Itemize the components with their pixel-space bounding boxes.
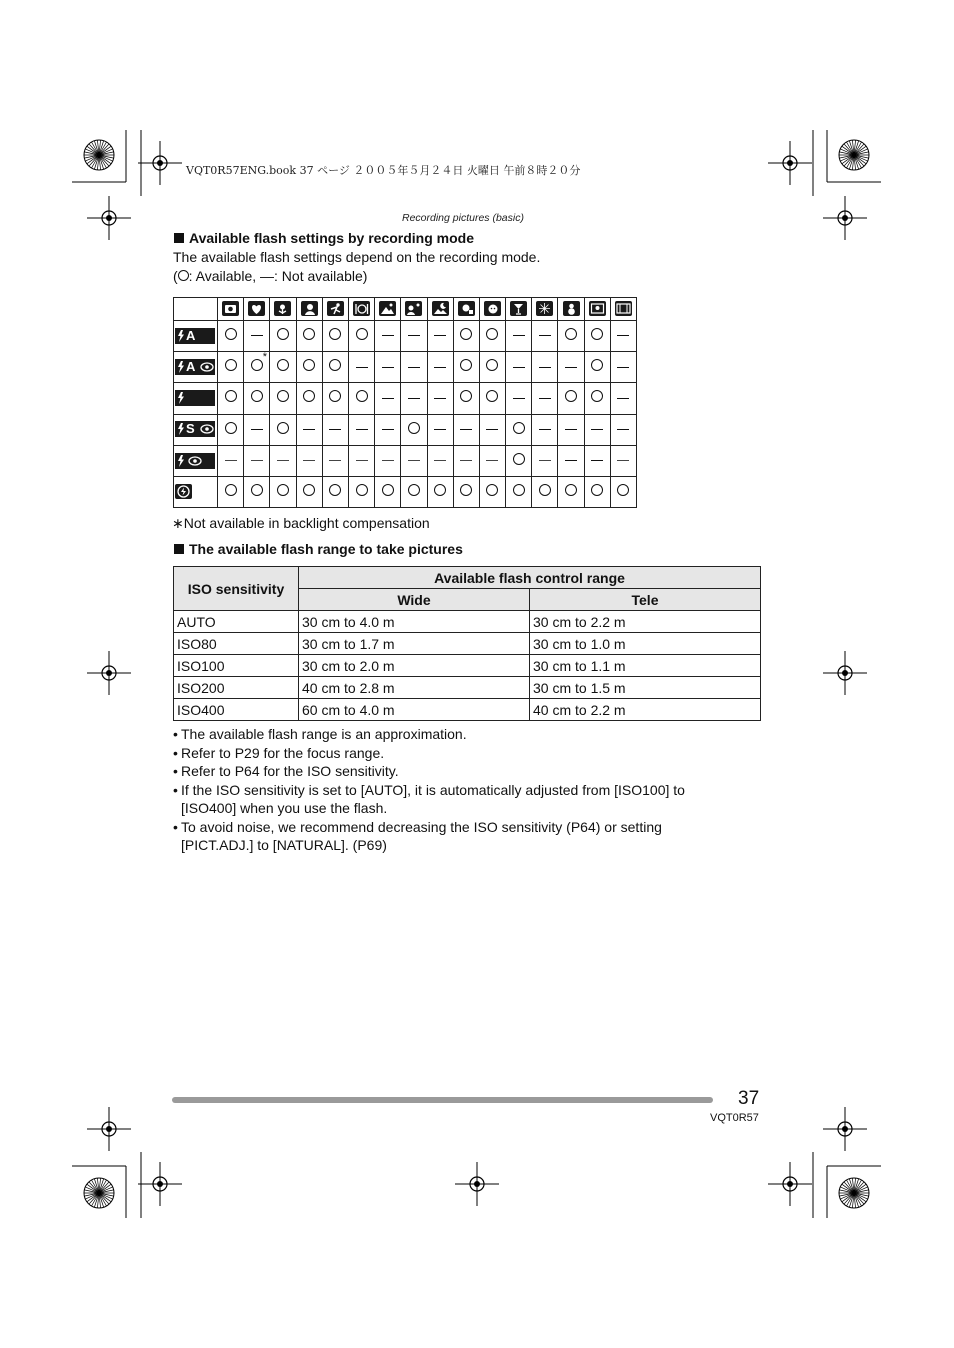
square-bullet-icon bbox=[174, 233, 184, 243]
available-circle-icon bbox=[329, 359, 341, 371]
flash-row-auto bbox=[174, 321, 637, 352]
flash-slow-sync-red-eye-icon bbox=[175, 421, 215, 437]
not-available-dash-icon bbox=[434, 398, 446, 399]
flash-availability-cell bbox=[479, 321, 505, 352]
not-available-dash-icon bbox=[539, 429, 551, 430]
mode-header-cell bbox=[375, 298, 401, 321]
available-circle-icon bbox=[513, 453, 525, 465]
snow-mode-icon bbox=[563, 301, 580, 316]
available-circle-icon bbox=[277, 328, 289, 340]
iso-row bbox=[174, 655, 761, 677]
flash-availability-cell bbox=[270, 445, 296, 476]
available-circle-icon bbox=[356, 390, 368, 402]
flash-availability-cell bbox=[348, 414, 374, 445]
not-available-dash-icon bbox=[591, 460, 603, 461]
flash-availability-cell bbox=[322, 476, 348, 507]
flash-auto-icon bbox=[175, 328, 215, 344]
note-item: • Refer to P64 for the ISO sensitivity. bbox=[173, 762, 733, 781]
flash-availability-cell bbox=[375, 414, 401, 445]
flash-availability-cell bbox=[479, 414, 505, 445]
flash-availability-cell bbox=[558, 414, 584, 445]
flash-availability-cell bbox=[453, 414, 479, 445]
not-available-dash-icon bbox=[591, 429, 603, 430]
flash-availability-cell bbox=[427, 445, 453, 476]
flash-availability-cell bbox=[296, 445, 322, 476]
available-circle-icon bbox=[251, 484, 263, 496]
available-circle-icon bbox=[565, 390, 577, 402]
flash-availability-cell bbox=[296, 383, 322, 414]
note-item: • If the ISO sensitivity is set to [AUTO], it is automatically adjusted from [ISO100] to [ISO400] when you use the flash. bbox=[173, 781, 733, 818]
flash-availability-cell bbox=[610, 476, 636, 507]
legend-dash: — bbox=[260, 267, 275, 284]
not-available-dash-icon bbox=[408, 398, 420, 399]
iso-cell-tele: 30 cm to 1.1 m bbox=[530, 655, 761, 677]
flash-availability-cell bbox=[348, 383, 374, 414]
flash-availability-cell bbox=[453, 352, 479, 383]
flash-availability-cell bbox=[558, 321, 584, 352]
iso-cell-tele: 30 cm to 1.5 m bbox=[530, 677, 761, 699]
available-circle-icon bbox=[460, 359, 472, 371]
flash-availability-cell bbox=[401, 383, 427, 414]
flash-row-forced-off bbox=[174, 476, 637, 507]
iso-cell-iso: ISO100 bbox=[174, 655, 299, 677]
available-circle-icon bbox=[303, 390, 315, 402]
legend-available: : Available, bbox=[188, 267, 261, 284]
flash-availability-cell bbox=[506, 321, 532, 352]
camera-mode-icon bbox=[222, 301, 239, 316]
not-available-dash-icon bbox=[565, 367, 577, 368]
self-portrait-mode-icon bbox=[458, 301, 475, 316]
not-available-dash-icon bbox=[617, 367, 629, 368]
note-item: • The available flash range is an approximation. bbox=[173, 725, 733, 744]
not-available-dash-icon bbox=[303, 429, 315, 430]
available-circle-icon bbox=[565, 328, 577, 340]
notes-list bbox=[173, 725, 733, 855]
mode-header-cell bbox=[401, 298, 427, 321]
available-circle-icon bbox=[434, 484, 446, 496]
flash-availability-cell bbox=[375, 476, 401, 507]
section-intro bbox=[173, 248, 540, 285]
available-circle-icon bbox=[329, 484, 341, 496]
legend-not-available: : Not available) bbox=[274, 267, 368, 284]
flash-row-slow-sync-red-eye bbox=[174, 414, 637, 445]
available-circle-icon bbox=[251, 390, 263, 402]
section-title-text: The available flash range to take pictures bbox=[189, 541, 463, 557]
flash-mode-letter: A bbox=[186, 327, 196, 343]
mode-header-cell bbox=[270, 298, 296, 321]
not-available-dash-icon bbox=[356, 460, 368, 461]
available-circle-icon bbox=[408, 422, 420, 434]
mode-header-cell bbox=[218, 298, 244, 321]
mode-header-cell bbox=[453, 298, 479, 321]
flash-availability-cell bbox=[506, 414, 532, 445]
available-circle-icon bbox=[225, 359, 237, 371]
header-wide: Wide bbox=[299, 589, 530, 611]
note-item: • To avoid noise, we recommend decreasing the ISO sensitivity (P64) or setting [PICT.ADJ.] to [NATURAL]. (P69) bbox=[173, 818, 733, 855]
flash-forced-on-icon bbox=[175, 390, 215, 406]
iso-cell-wide: 60 cm to 4.0 m bbox=[299, 699, 530, 721]
flash-availability-cell bbox=[375, 321, 401, 352]
flash-mode-cell bbox=[174, 445, 218, 476]
not-available-dash-icon bbox=[251, 460, 263, 461]
available-circle-icon bbox=[591, 390, 603, 402]
flash-availability-cell bbox=[244, 321, 270, 352]
legend-paren: ( bbox=[173, 267, 178, 284]
available-circle-icon bbox=[513, 422, 525, 434]
night-scenery-mode-icon bbox=[432, 301, 449, 316]
flash-availability-cell bbox=[532, 352, 558, 383]
flash-availability-cell bbox=[296, 414, 322, 445]
available-circle-icon bbox=[539, 484, 551, 496]
flash-row-forced-on-red-eye bbox=[174, 445, 637, 476]
not-available-dash-icon bbox=[434, 429, 446, 430]
not-available-dash-icon bbox=[303, 460, 315, 461]
fireworks-mode-icon bbox=[536, 301, 553, 316]
flash-availability-cell bbox=[375, 383, 401, 414]
flash-mode-letter: S bbox=[186, 421, 195, 437]
not-available-dash-icon bbox=[382, 398, 394, 399]
available-circle-icon bbox=[408, 484, 420, 496]
not-available-dash-icon bbox=[539, 335, 551, 336]
baby-mode-icon bbox=[484, 301, 501, 316]
not-available-dash-icon bbox=[225, 460, 237, 461]
flash-availability-cell bbox=[348, 476, 374, 507]
flash-availability-cell bbox=[296, 352, 322, 383]
flash-availability-cell bbox=[610, 414, 636, 445]
mode-header-cell bbox=[322, 298, 348, 321]
motion-picture-mode-icon bbox=[615, 301, 632, 316]
available-circle-icon bbox=[329, 328, 341, 340]
available-circle-icon bbox=[460, 484, 472, 496]
flash-availability-cell bbox=[348, 321, 374, 352]
available-circle-icon bbox=[303, 484, 315, 496]
flash-availability-cell bbox=[584, 352, 610, 383]
mode-header-cell bbox=[479, 298, 505, 321]
flash-availability-cell bbox=[401, 352, 427, 383]
flash-availability-cell bbox=[584, 476, 610, 507]
not-available-dash-icon bbox=[277, 460, 289, 461]
iso-row bbox=[174, 611, 761, 633]
iso-cell-iso: ISO400 bbox=[174, 699, 299, 721]
not-available-dash-icon bbox=[408, 460, 420, 461]
flash-mode-table bbox=[173, 297, 637, 508]
flash-availability-cell bbox=[506, 383, 532, 414]
not-available-dash-icon bbox=[382, 460, 394, 461]
flash-availability-cell bbox=[427, 321, 453, 352]
not-available-dash-icon bbox=[539, 398, 551, 399]
flash-forced-on-red-eye-icon bbox=[175, 453, 215, 469]
flash-availability-cell bbox=[453, 383, 479, 414]
section-title-text: Available flash settings by recording mode bbox=[189, 230, 474, 246]
iso-cell-wide: 40 cm to 2.8 m bbox=[299, 677, 530, 699]
flash-availability-cell bbox=[244, 476, 270, 507]
flash-availability-cell bbox=[270, 383, 296, 414]
available-circle-icon bbox=[460, 328, 472, 340]
mode-header-cell bbox=[506, 298, 532, 321]
iso-cell-tele: 30 cm to 2.2 m bbox=[530, 611, 761, 633]
flash-availability-cell bbox=[296, 476, 322, 507]
not-available-dash-icon bbox=[382, 367, 394, 368]
flash-availability-cell bbox=[532, 476, 558, 507]
flash-availability-cell bbox=[584, 321, 610, 352]
flash-availability-cell bbox=[610, 321, 636, 352]
not-available-dash-icon bbox=[486, 429, 498, 430]
flash-availability-cell bbox=[584, 445, 610, 476]
flash-mode-cell bbox=[174, 383, 218, 414]
available-circle-icon bbox=[277, 390, 289, 402]
not-available-dash-icon bbox=[434, 335, 446, 336]
iso-cell-tele: 40 cm to 2.2 m bbox=[530, 699, 761, 721]
flash-availability-cell bbox=[244, 414, 270, 445]
flash-availability-cell bbox=[532, 321, 558, 352]
not-available-dash-icon bbox=[356, 367, 368, 368]
table-corner bbox=[174, 298, 218, 321]
flash-availability-cell bbox=[348, 445, 374, 476]
not-available-dash-icon bbox=[329, 429, 341, 430]
heart-mode-icon bbox=[248, 301, 265, 316]
section-title-flash-settings bbox=[174, 230, 474, 246]
iso-row bbox=[174, 699, 761, 721]
section-title-flash-range bbox=[174, 541, 463, 557]
available-circle-icon bbox=[486, 484, 498, 496]
iso-cell-iso: ISO200 bbox=[174, 677, 299, 699]
flash-mode-cell bbox=[174, 476, 218, 507]
running-head: Recording pictures (basic) bbox=[402, 212, 524, 224]
flash-availability-cell bbox=[558, 383, 584, 414]
not-available-dash-icon bbox=[460, 460, 472, 461]
flash-availability-cell bbox=[453, 476, 479, 507]
flash-availability-cell bbox=[427, 476, 453, 507]
not-available-dash-icon bbox=[251, 335, 263, 336]
header-tele: Tele bbox=[530, 589, 761, 611]
available-circle-icon bbox=[277, 359, 289, 371]
flash-availability-cell bbox=[610, 352, 636, 383]
flash-row-forced-on bbox=[174, 383, 637, 414]
not-available-dash-icon bbox=[617, 335, 629, 336]
flash-availability-cell bbox=[453, 445, 479, 476]
available-circle-icon bbox=[277, 422, 289, 434]
flash-availability-cell bbox=[270, 352, 296, 383]
flash-availability-cell bbox=[218, 414, 244, 445]
not-available-dash-icon bbox=[513, 367, 525, 368]
party-mode-icon bbox=[510, 301, 527, 316]
mode-header-cell bbox=[244, 298, 270, 321]
flash-availability-cell bbox=[506, 352, 532, 383]
available-circle-icon bbox=[591, 484, 603, 496]
iso-cell-wide: 30 cm to 2.0 m bbox=[299, 655, 530, 677]
available-circle-icon bbox=[225, 422, 237, 434]
mode-header-cell bbox=[296, 298, 322, 321]
not-available-dash-icon bbox=[434, 367, 446, 368]
available-circle-icon bbox=[303, 359, 315, 371]
flash-availability-cell bbox=[479, 383, 505, 414]
flash-availability-cell bbox=[218, 352, 244, 383]
flash-availability-cell bbox=[270, 476, 296, 507]
mode-header-cell bbox=[584, 298, 610, 321]
flash-availability-cell bbox=[584, 383, 610, 414]
flash-mode-cell bbox=[174, 321, 218, 352]
flash-availability-cell bbox=[218, 321, 244, 352]
not-available-dash-icon bbox=[617, 429, 629, 430]
flash-mode-cell bbox=[174, 414, 218, 445]
not-available-dash-icon bbox=[539, 367, 551, 368]
not-available-dash-icon bbox=[565, 429, 577, 430]
flash-availability-cell bbox=[479, 476, 505, 507]
flash-availability-cell bbox=[427, 383, 453, 414]
flash-availability-cell bbox=[558, 352, 584, 383]
flash-availability-cell bbox=[322, 414, 348, 445]
available-circle-icon bbox=[225, 484, 237, 496]
mode-header-cell bbox=[610, 298, 636, 321]
available-circle-icon bbox=[303, 328, 315, 340]
intro-line: The available flash settings depend on the recording mode. bbox=[173, 249, 541, 265]
flash-availability-cell bbox=[244, 445, 270, 476]
flash-availability-cell bbox=[453, 321, 479, 352]
flash-availability-cell bbox=[558, 445, 584, 476]
flash-availability-cell bbox=[610, 445, 636, 476]
flash-availability-cell bbox=[322, 321, 348, 352]
not-available-dash-icon bbox=[251, 429, 263, 430]
available-circle-icon bbox=[251, 351, 268, 371]
flash-availability-cell bbox=[375, 445, 401, 476]
flower-mode-icon bbox=[274, 301, 291, 316]
not-available-dash-icon bbox=[408, 335, 420, 336]
not-available-dash-icon bbox=[513, 398, 525, 399]
available-circle-icon bbox=[382, 484, 394, 496]
available-circle-icon bbox=[486, 328, 498, 340]
footer-bar bbox=[172, 1097, 713, 1103]
available-circle-icon bbox=[591, 359, 603, 371]
flash-availability-cell bbox=[427, 352, 453, 383]
flash-availability-cell bbox=[532, 383, 558, 414]
flash-availability-cell bbox=[296, 321, 322, 352]
iso-range-table bbox=[173, 566, 761, 721]
available-circle-icon bbox=[277, 484, 289, 496]
iso-row bbox=[174, 677, 761, 699]
flash-mode-letter: A bbox=[186, 359, 196, 375]
flash-row-auto-red-eye bbox=[174, 352, 637, 383]
flash-availability-cell bbox=[375, 352, 401, 383]
available-circle-icon bbox=[486, 390, 498, 402]
food-mode-icon bbox=[353, 301, 370, 316]
flash-availability-cell bbox=[427, 414, 453, 445]
flash-forced-off-icon bbox=[175, 484, 192, 499]
flash-availability-cell bbox=[218, 383, 244, 414]
flash-availability-cell bbox=[532, 445, 558, 476]
flash-availability-cell bbox=[322, 352, 348, 383]
mode-header-cell bbox=[348, 298, 374, 321]
not-available-dash-icon bbox=[382, 429, 394, 430]
available-circle-icon bbox=[617, 484, 629, 496]
not-available-dash-icon bbox=[513, 335, 525, 336]
flash-availability-cell bbox=[401, 414, 427, 445]
portrait-mode-icon bbox=[301, 301, 318, 316]
flash-availability-cell bbox=[610, 383, 636, 414]
footnote: ∗Not available in backlight compensation bbox=[172, 515, 430, 531]
not-available-dash-icon bbox=[329, 460, 341, 461]
flash-availability-cell bbox=[322, 445, 348, 476]
legend-line bbox=[173, 267, 540, 286]
scenery-mode-icon bbox=[379, 301, 396, 316]
flash-availability-cell bbox=[244, 352, 270, 383]
available-circle-icon bbox=[565, 484, 577, 496]
page-number: 37 bbox=[738, 1088, 760, 1109]
iso-cell-tele: 30 cm to 1.0 m bbox=[530, 633, 761, 655]
flash-availability-cell bbox=[270, 414, 296, 445]
iso-row bbox=[174, 633, 761, 655]
mode-header-cell bbox=[558, 298, 584, 321]
flash-availability-cell bbox=[218, 445, 244, 476]
available-circle-icon bbox=[513, 484, 525, 496]
not-available-dash-icon bbox=[617, 398, 629, 399]
available-circle-icon bbox=[356, 328, 368, 340]
flash-auto-red-eye-icon bbox=[175, 359, 215, 375]
flash-availability-cell bbox=[558, 476, 584, 507]
high-sensitivity-mode-icon bbox=[589, 301, 606, 316]
sports-mode-icon bbox=[327, 301, 344, 316]
not-available-dash-icon bbox=[565, 460, 577, 461]
print-header: VQT0R57ENG.book 37 ページ ２００５年５月２４日 火曜日 午前８時２０分 bbox=[186, 164, 581, 177]
flash-availability-cell bbox=[584, 414, 610, 445]
not-available-dash-icon bbox=[539, 460, 551, 461]
available-circle-icon bbox=[486, 359, 498, 371]
available-circle-icon bbox=[591, 328, 603, 340]
available-circle-icon bbox=[460, 390, 472, 402]
flash-availability-cell bbox=[479, 445, 505, 476]
flash-availability-cell bbox=[532, 414, 558, 445]
asterisk-mark: * bbox=[262, 351, 268, 364]
flash-availability-cell bbox=[244, 383, 270, 414]
not-available-dash-icon bbox=[617, 460, 629, 461]
not-available-dash-icon bbox=[382, 335, 394, 336]
not-available-dash-icon bbox=[486, 460, 498, 461]
iso-cell-wide: 30 cm to 1.7 m bbox=[299, 633, 530, 655]
header-iso: ISO sensitivity bbox=[174, 567, 299, 611]
available-circle-icon bbox=[178, 270, 189, 281]
available-circle-icon bbox=[225, 390, 237, 402]
flash-availability-cell bbox=[401, 476, 427, 507]
header-range: Available flash control range bbox=[299, 567, 761, 589]
iso-cell-iso: AUTO bbox=[174, 611, 299, 633]
night-portrait-mode-icon bbox=[405, 301, 422, 316]
not-available-dash-icon bbox=[434, 460, 446, 461]
flash-availability-cell bbox=[479, 352, 505, 383]
flash-mode-cell bbox=[174, 352, 218, 383]
available-circle-icon bbox=[225, 328, 237, 340]
mode-header-cell bbox=[532, 298, 558, 321]
flash-availability-cell bbox=[218, 476, 244, 507]
not-available-dash-icon bbox=[356, 429, 368, 430]
flash-availability-cell bbox=[401, 321, 427, 352]
flash-availability-cell bbox=[270, 321, 296, 352]
iso-cell-iso: ISO80 bbox=[174, 633, 299, 655]
mode-header-cell bbox=[427, 298, 453, 321]
square-bullet-icon bbox=[174, 544, 184, 554]
flash-availability-cell bbox=[506, 445, 532, 476]
available-circle-icon bbox=[329, 390, 341, 402]
flash-availability-cell bbox=[348, 352, 374, 383]
available-circle-icon bbox=[356, 484, 368, 496]
iso-cell-wide: 30 cm to 4.0 m bbox=[299, 611, 530, 633]
not-available-dash-icon bbox=[460, 429, 472, 430]
model-code: VQT0R57 bbox=[710, 1112, 759, 1124]
flash-availability-cell bbox=[506, 476, 532, 507]
note-item: • Refer to P29 for the focus range. bbox=[173, 744, 733, 763]
flash-availability-cell bbox=[322, 383, 348, 414]
not-available-dash-icon bbox=[408, 367, 420, 368]
flash-availability-cell bbox=[401, 445, 427, 476]
